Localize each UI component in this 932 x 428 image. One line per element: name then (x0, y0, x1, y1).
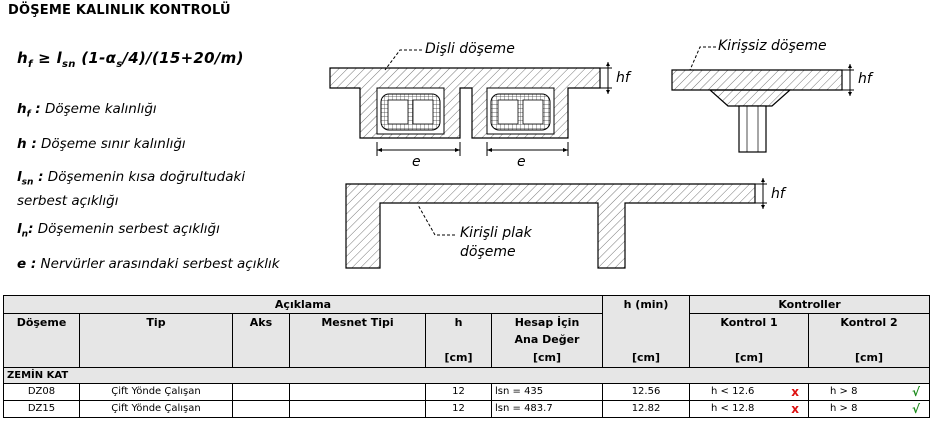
col-aks: Aks (233, 314, 290, 332)
svg-text:hf: hf (616, 70, 630, 86)
unit-h: [cm] (426, 348, 492, 367)
fail-mark-icon: x (791, 384, 800, 399)
fail-mark-icon: x (791, 401, 800, 416)
col-tip: Tip (80, 314, 233, 332)
svg-text:Kirişsiz döşeme: Kirişsiz döşeme (718, 38, 827, 54)
cell-hesap: lsn = 483.7 (492, 400, 603, 417)
col-hesap: Hesap İçin (492, 314, 603, 332)
cell-tip: Çift Yönde Çalışan (80, 383, 233, 400)
check-mark-icon: √ (912, 384, 921, 399)
check-mark-icon: √ (912, 401, 921, 416)
col-kontrol1: Kontrol 1 (690, 314, 809, 332)
col-h: h (426, 314, 492, 332)
cell-aks (233, 383, 290, 400)
header-controls: Kontroller (690, 296, 930, 314)
header-hmin: h (min) (603, 296, 690, 314)
col-kontrol2: Kontrol 2 (809, 314, 930, 332)
cell-hmin: 12.82 (603, 400, 690, 417)
table-row (4, 400, 930, 417)
svg-text:hf: hf (771, 186, 785, 202)
beam-slab-diagram (346, 178, 787, 268)
slab-thickness-table (3, 295, 930, 418)
col-doseme: Döşeme (4, 314, 80, 332)
cell-mesnet (290, 400, 426, 417)
cell-mesnet (290, 383, 426, 400)
unit-hmin: [cm] (603, 348, 690, 367)
col-mesnet: Mesnet Tipi (290, 314, 426, 332)
definition-hf: $h_f$ : Döşeme kalınlığı (17, 101, 157, 120)
header-description: Açıklama (4, 296, 603, 314)
cell-h: 12 (426, 383, 492, 400)
ribbed-slab-diagram (330, 41, 632, 170)
definition-e: e : Nervürler arasındaki serbest açıklık (17, 256, 280, 272)
svg-text:Dişli döşeme: Dişli döşeme (425, 41, 515, 57)
group-row: ZEMİN KAT (4, 367, 930, 383)
flat-slab-diagram (672, 38, 874, 152)
svg-text:e: e (517, 154, 526, 170)
table-row (4, 383, 930, 400)
col-hesap-line2: Ana Değer (492, 331, 603, 348)
svg-text:Kirişli plak: Kirişli plak (460, 225, 532, 241)
definition-ln: $l_n$: Döşemenin serbest açıklığı (17, 221, 220, 240)
cell-kontrol2: h > 8 √ (809, 400, 930, 417)
cell-kontrol1: h < 12.8 x (690, 400, 809, 417)
cell-hesap: lsn = 435 (492, 383, 603, 400)
cell-tip: Çift Yönde Çalışan (80, 400, 233, 417)
cell-doseme: DZ08 (4, 383, 80, 400)
cell-h: 12 (426, 400, 492, 417)
unit-hesap: [cm] (492, 348, 603, 367)
svg-text:e: e (412, 154, 421, 170)
page-title: DÖŞEME KALINLIK KONTROLÜ (8, 3, 231, 18)
unit-k1: [cm] (690, 348, 809, 367)
definition-h: h : Döşeme sınır kalınlığı (17, 136, 186, 152)
svg-text:döşeme: döşeme (460, 244, 516, 260)
definition-lsn: $l_{sn}$ : Döşemenin kısa doğrultudaki serbest açıklığı (17, 169, 246, 209)
thickness-formula: $h_f \ge l_{sn}$ $(1-\alpha_s/4)/(15+20/m)$ (17, 49, 244, 70)
cell-doseme: DZ15 (4, 400, 80, 417)
cell-kontrol1: h < 12.6 x (690, 383, 809, 400)
cell-hmin: 12.56 (603, 383, 690, 400)
cell-aks (233, 400, 290, 417)
unit-k2: [cm] (809, 348, 930, 367)
svg-text:hf: hf (858, 71, 872, 87)
cell-kontrol2: h > 8 √ (809, 383, 930, 400)
